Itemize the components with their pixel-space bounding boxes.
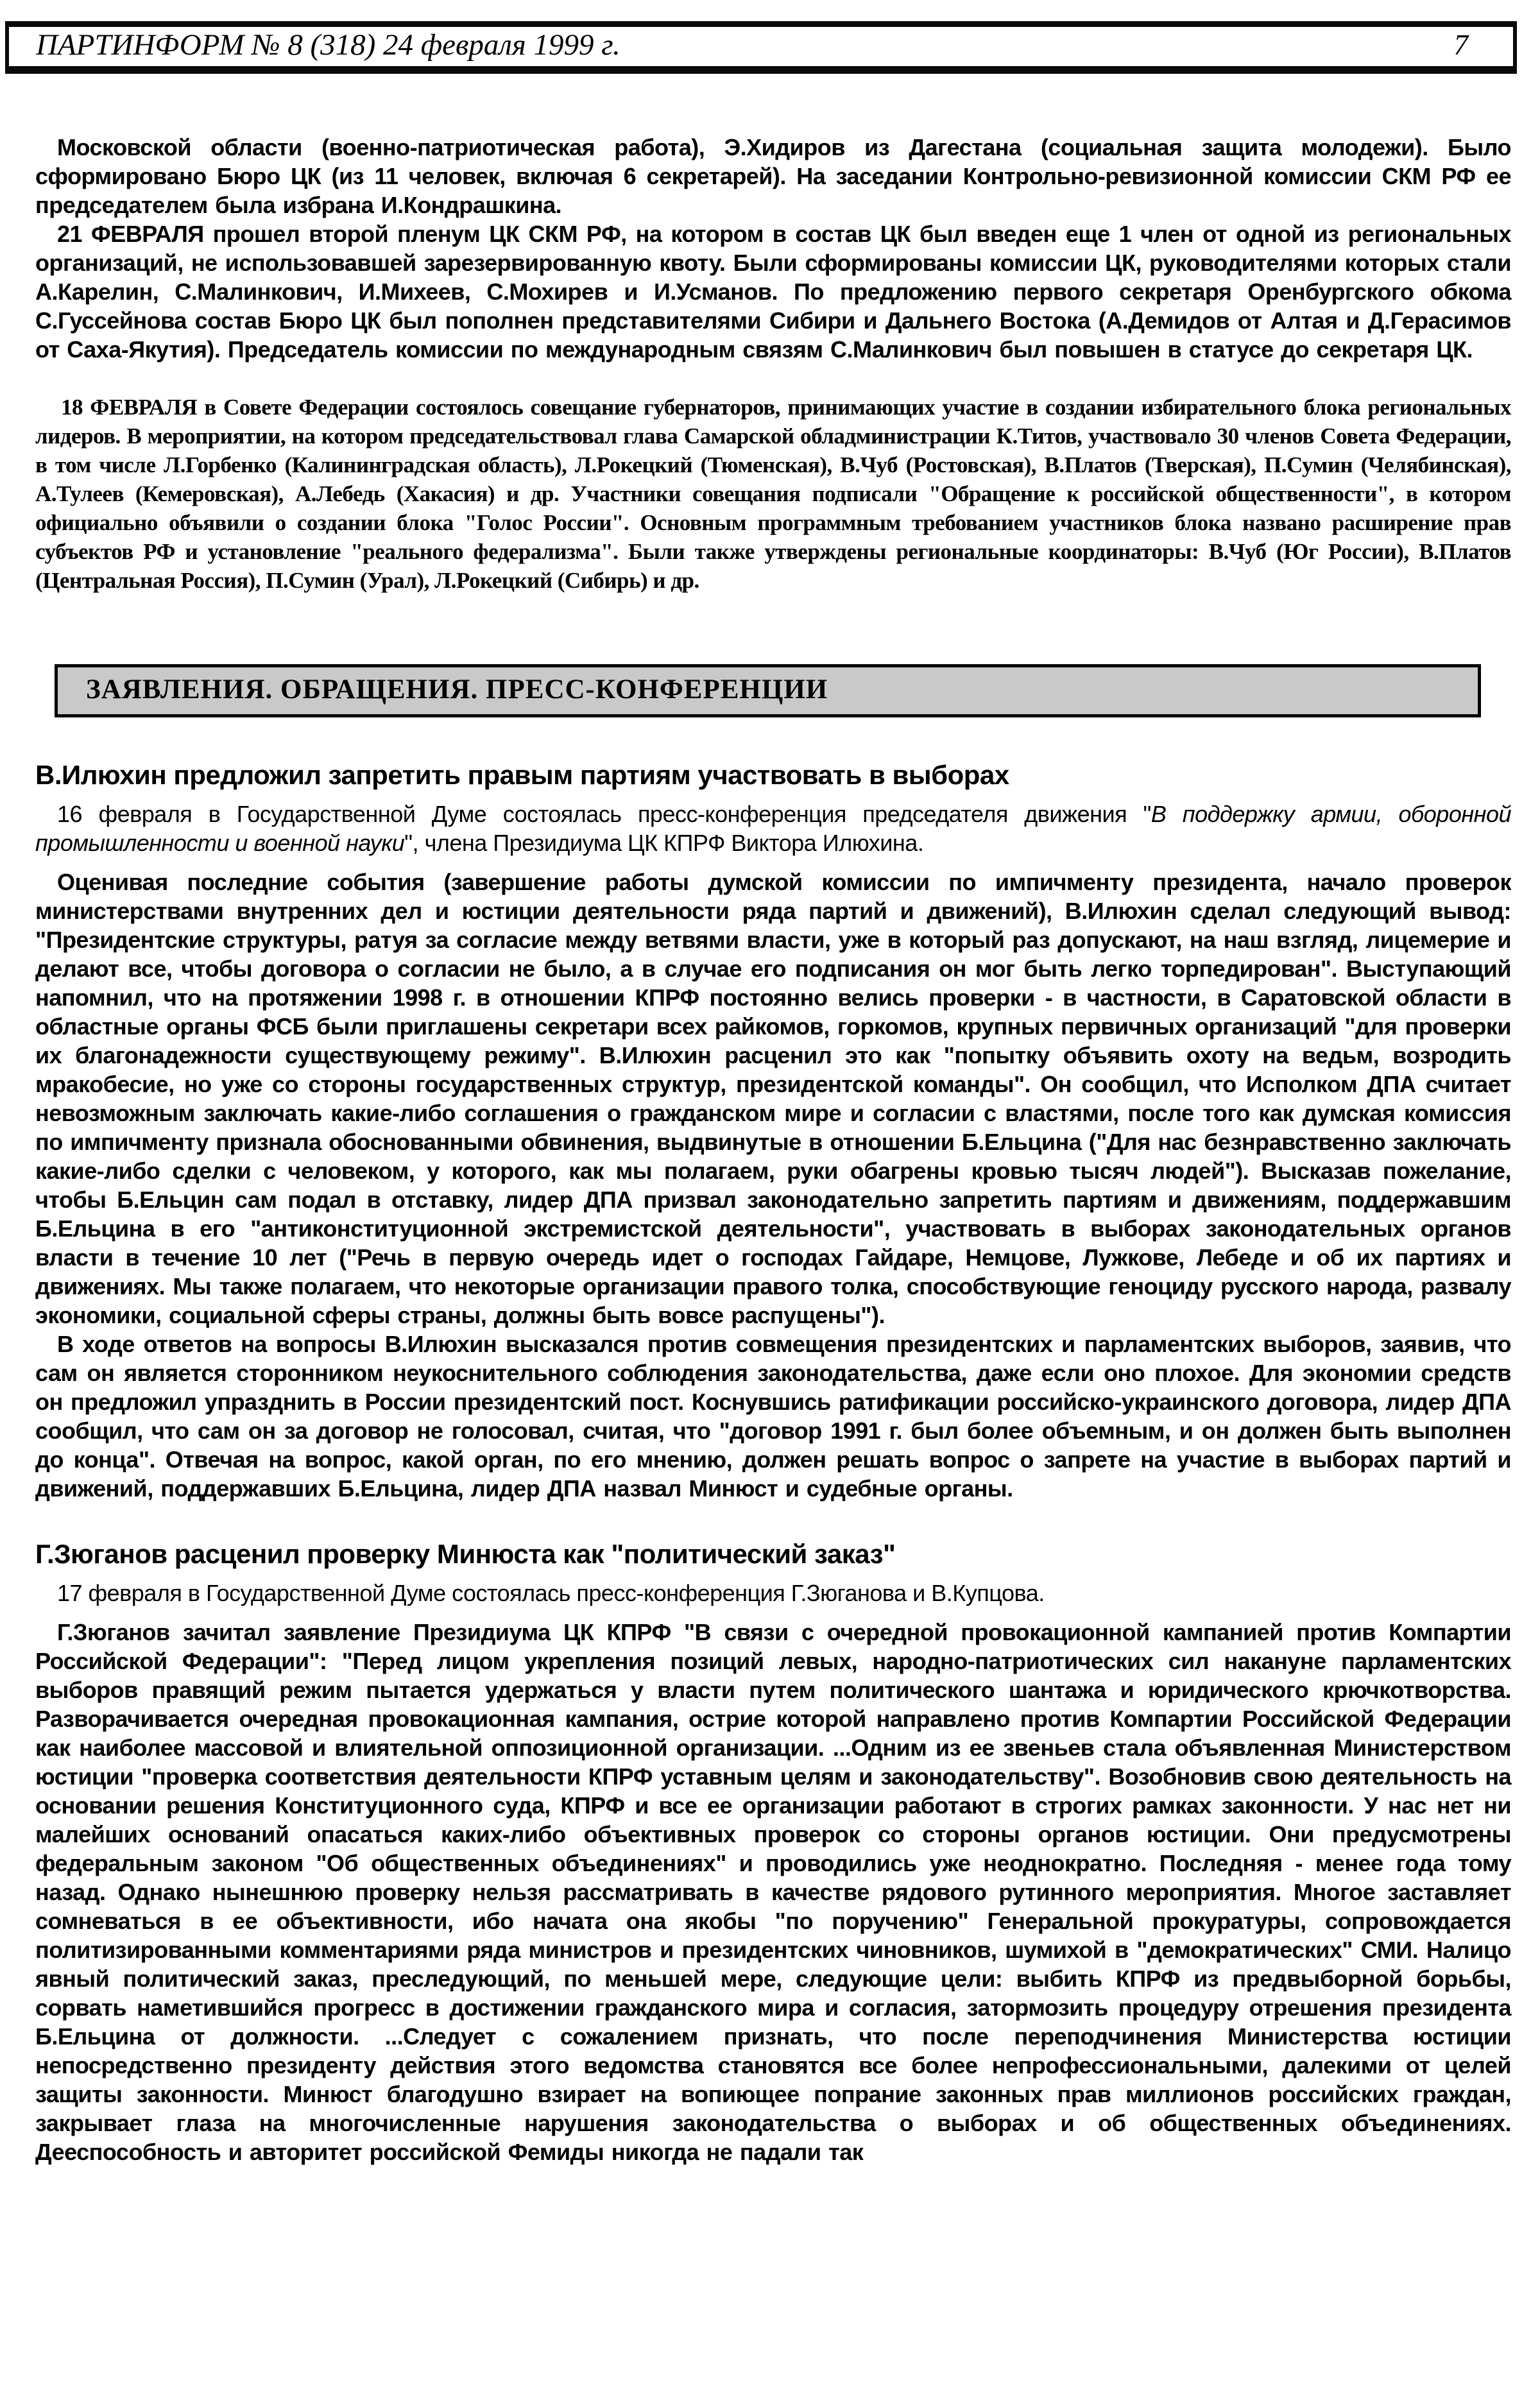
- page-number: 7: [1453, 28, 1468, 61]
- intro-continuation-paragraph: Московской области (военно-патриотическая работа), Э.Хидиров из Дагестана (социальная защита молодежи). Было сформировано Бюро ЦК (из 11 человек, включая 6 секретарей). На заседании Контрольно-ревизионной комиссии СКМ РФ ее председателем была избрана И.Кондрашкина.: [35, 134, 1511, 218]
- page-header: [5, 21, 1517, 74]
- article-1-lead-prefix: 16 февраля в Государственной Думе состоялась пресс-конференция председателя движения ": [57, 801, 1151, 827]
- article-1-paragraph: Оценивая последние события (завершение работы думской комиссии по импичменту президента, начало проверок министерствами внутренних дел и юстиции деятельности ряда партий и движений), В.Илюхин сделал следующий вывод: "Президентские структуры, ратуя за согласие между ветвями власти, уже в который раз допускают, на наш взгляд, лицемерие и делают все, чтобы договора о согласии не было, а в случае его подписания он мог быть легко торпедирован". Выступающий напомнил, что на протяжении 1998 г. в отношении КПРФ постоянно велись проверки - в частности, в Саратовской области в областные органы ФСБ были приглашены секретари всех райкомов, горкомов, крупных первичных организаций "для проверки их благонадежности существующему режиму". В.Илюхин расценил это как "попытку объявить охоту на ведьм, возродить мракобесие, но уже со стороны государственных структур, президентской команды". Он сообщил, что Исполком ДПА считает невозможным заключать какие-либо соглашения о гражданском мире и согласии с властями, после того как думская комиссия по импичменту признала обоснованными обвинения, выдвинутые в отношении Б.Ельцина ("Для нас безнравственно заключать какие-либо сделки с человеком, у которого, как мы полагаем, руки обагрены кровью тысяч людей"). Высказав пожелание, чтобы Б.Ельцин сам подал в отставку, лидер ДПА призвал законодательно запретить партиям и движениям, поддержавшим Б.Ельцина в его "антиконституционной экстремистской деятельности", участвовать в выборах законодательных органов власти в течение 10 лет ("Речь в первую очередь идет о господах Гайдаре, Немцове, Лужкове, Лебеде и об их партиях и движениях. Мы также полагаем, что некоторые организации правого толка, способствующие геноциду русского народа, развалу экономики, социальной сферы страны, должны быть вовсе распущены").: [35, 869, 1511, 1328]
- article-2-lead: 17 февраля в Государственной Думе состоялась пресс-конференция Г.Зюганова и В.Купцова.: [57, 1580, 1045, 1606]
- page-content: [0, 133, 1540, 2166]
- section-banner: [55, 664, 1481, 717]
- intro-news-paragraph: 21 ФЕВРАЛЯ прошел второй пленум ЦК СКМ РФ, на котором в состав ЦК был введен еще 1 член от одной из региональных организаций, не использовавшей зарезервированную квоту. Были сформированы комиссии ЦК, руководителями которых стали А.Карелин, С.Малинкович, И.Михеев, С.Мохирев и И.Усманов. По предложению первого секретаря Оренбургского обкома С.Гуссейнова состав Бюро ЦК был пополнен представителями Сибири и Дальнего Востока (А.Демидов от Алтая и Д.Герасимов от Саха-Якутия). Председатель комиссии по международным связям С.Малинкович был повышен в статусе до секретаря ЦК.: [35, 221, 1511, 363]
- article-1-heading: В.Илюхин предложил запретить правым партиям участвовать в выборах: [35, 760, 1009, 790]
- article-1-lead-suffix: ", члена Президиума ЦК КПРФ Виктора Илюхина.: [404, 830, 924, 856]
- article-2-heading: Г.Зюганов расценил проверку Минюста как "политический заказ": [35, 1539, 896, 1569]
- newsletter-title: ПАРТИНФОРМ № 8 (318) 24 февраля 1999 г.: [36, 28, 620, 62]
- intro-federation-paragraph: 18 ФЕВРАЛЯ в Совете Федерации состоялось совещание губернаторов, принимающих участие в создании избирательного блока региональных лидеров. В мероприятии, на котором председательствовал глава Самарской обладминистрации К.Титов, участвовало 30 членов Совета Федерации, в том числе Л.Горбенко (Калининградская область), Л.Рокецкий (Тюменская), В.Чуб (Ростовская), В.Платов (Тверская), П.Сумин (Челябинская), А.Тулеев (Кемеровская), А.Лебедь (Хакасия) и др. Участники совещания подписали "Обращение к российской общественности", в котором официально объявили о создании блока "Голос России". Основным программным требованием участников блока названо расширение прав субъектов РФ и установление "реального федерализма". Были также утверждены региональные координаторы: В.Чуб (Юг России), В.Платов (Центральная Россия), П.Сумин (Урал), Л.Рокецкий (Сибирь) и др.: [35, 395, 1511, 593]
- article-1-lead: [35, 800, 1511, 857]
- section-title: ЗАЯВЛЕНИЯ. ОБРАЩЕНИЯ. ПРЕСС-КОНФЕРЕНЦИИ: [86, 674, 828, 705]
- article-2-paragraph: Г.Зюганов зачитал заявление Президиума ЦК КПРФ "В связи с очередной провокационной кампанией против Компартии Российской Федерации": "Перед лицом укрепления позиций левых, народно-патриотических сил накануне парламентских выборов правящий режим пытается удержаться у власти путем политического шантажа и юридического крючкотворства. Разворачивается очередная провокационная кампания, острие которой направлено против Компартии Российской Федерации как наиболее массовой и влиятельной оппозиционной организации. ...Одним из ее звеньев стала объявленная Министерством юстиции "проверка соответствия деятельности КПРФ уставным целям и законодательству". Возобновив свою деятельность на основании решения Конституционного суда, КПРФ и все ее организации работают в строгих рамках законности. У нас нет ни малейших оснований опасаться каких-либо объективных проверок со стороны органов юстиции. Они предусмотрены федеральным законом "Об общественных объединениях" и проводились уже неоднократно. Последняя - менее года тому назад. Однако нынешнюю проверку нельзя рассматривать в качестве рядового рутинного мероприятия. Многое заставляет сомневаться в ее объективности, ибо начата она якобы "по поручению" Генеральной прокуратуры, сопровождается политизированными комментариями ряда министров и президентских чиновников, шумихой в "демократических" СМИ. Налицо явный политический заказ, преследующий, по меньшей мере, следующие цели: выбить КПРФ из предвыборной борьбы, сорвать наметившийся прогресс в достижении гражданского мира и согласия, затормозить процедуру отрешения президента Б.Ельцина от должности. ...Следует с сожалением признать, что после переподчинения Министерства юстиции непосредственно президенту действия этого ведомства становятся все более непрофессиональными, далекими от целей защиты законности. Минюст благодушно взирает на вопиющее попрание законных прав миллионов российских граждан, закрывает глаза на многочисленные нарушения законодательства о выборах и об общественных объединениях. Дееспособность и авторитет российской Фемиды никогда не падали так: [35, 1619, 1511, 2165]
- article-1-lead-movement-name: В поддержку армии, оборонной промышленности и военной науки: [35, 801, 1512, 856]
- article-1-paragraph: В ходе ответов на вопросы В.Илюхин высказался против совмещения президентских и парламентских выборов, заявив, что сам он является сторонником неукоснительного соблюдения законодательства, даже если оно плохое. Для экономии средств он предложил упразднить в России президентский пост. Коснувшись ратификации российско-украинского договора, лидер ДПА сообщил, что сам он за договор не голосовал, считая, что "договор 1991 г. был более объемным, и он должен быть выполнен до конца". Отвечая на вопрос, какой орган, по его мнению, должен решать вопрос о запрете на участие в выборах партий и движений, поддержавших Б.Ельцина, лидер ДПА назвал Минюст и судебные органы.: [35, 1331, 1511, 1502]
